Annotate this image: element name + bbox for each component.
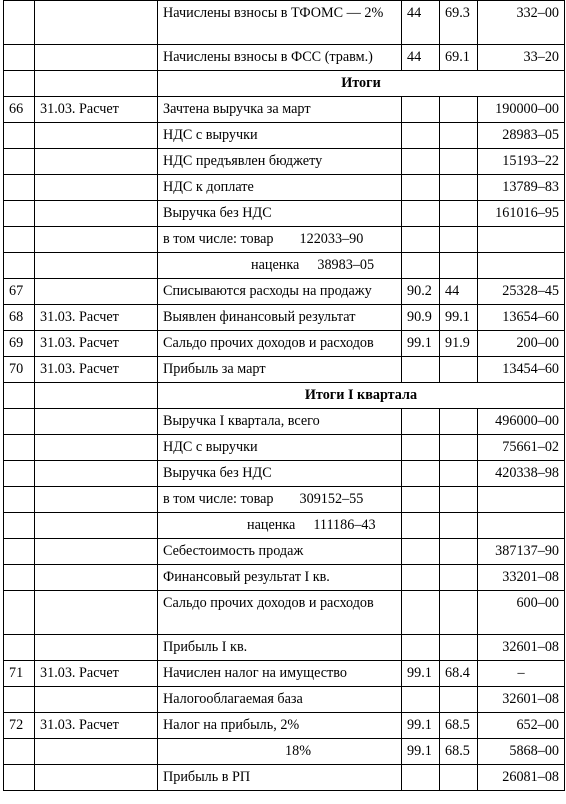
entry-date bbox=[35, 253, 158, 279]
entry-date bbox=[35, 739, 158, 765]
entry-date bbox=[35, 279, 158, 305]
debit-account: 90.9 bbox=[402, 305, 440, 331]
debit-account: 99.1 bbox=[402, 661, 440, 687]
entry-date bbox=[35, 201, 158, 227]
credit-account bbox=[440, 435, 478, 461]
entry-date: 31.03. Расчет bbox=[35, 713, 158, 739]
entry-number bbox=[4, 687, 35, 713]
table-row bbox=[4, 1, 565, 45]
entry-date: 31.03. Расчет bbox=[35, 661, 158, 687]
table-row bbox=[4, 713, 565, 739]
entry-description: НДС предъявлен бюджету bbox=[158, 149, 402, 175]
entry-description: Налогооблагаемая база bbox=[158, 687, 402, 713]
entry-number bbox=[4, 765, 35, 791]
entry-date: 31.03. Расчет bbox=[35, 305, 158, 331]
breakdown-label: в том числе: товар bbox=[163, 491, 274, 507]
breakdown-label: наценка bbox=[251, 257, 300, 273]
credit-account bbox=[440, 409, 478, 435]
entry-number bbox=[4, 45, 35, 71]
table-row bbox=[4, 461, 565, 487]
entry-date bbox=[35, 175, 158, 201]
entry-number bbox=[4, 513, 35, 539]
table-row bbox=[4, 565, 565, 591]
entry-date bbox=[35, 565, 158, 591]
table-row bbox=[4, 539, 565, 565]
entry-number: 68 bbox=[4, 305, 35, 331]
debit-account bbox=[402, 765, 440, 791]
entry-date bbox=[35, 591, 158, 635]
credit-account: 68.4 bbox=[440, 661, 478, 687]
table-row bbox=[4, 253, 565, 279]
amount: 15193–22 bbox=[478, 149, 565, 175]
table-row bbox=[4, 305, 565, 331]
breakdown-value: 111186–43 bbox=[313, 517, 376, 533]
amount: 387137–90 bbox=[478, 539, 565, 565]
table-row bbox=[4, 331, 565, 357]
entry-date bbox=[35, 461, 158, 487]
entry-date bbox=[35, 765, 158, 791]
table-row bbox=[4, 45, 565, 71]
table-row bbox=[4, 227, 565, 253]
debit-account bbox=[402, 97, 440, 123]
entry-number bbox=[4, 487, 35, 513]
amount: 33–20 bbox=[478, 45, 565, 71]
credit-account: 91.9 bbox=[440, 331, 478, 357]
table-row bbox=[4, 661, 565, 687]
credit-account bbox=[440, 513, 478, 539]
table-row bbox=[4, 765, 565, 791]
amount: 33201–08 bbox=[478, 565, 565, 591]
entry-description: Списываются расходы на продажу bbox=[158, 279, 402, 305]
debit-account: 99.1 bbox=[402, 713, 440, 739]
debit-account bbox=[402, 175, 440, 201]
credit-account bbox=[440, 565, 478, 591]
section-title: Итоги bbox=[158, 71, 565, 97]
debit-account bbox=[402, 409, 440, 435]
entry-number bbox=[4, 591, 35, 635]
entry-number bbox=[4, 175, 35, 201]
entry-description bbox=[158, 513, 402, 539]
table-row bbox=[4, 591, 565, 635]
entry-date bbox=[35, 435, 158, 461]
debit-account bbox=[402, 487, 440, 513]
entry-description: Выручка без НДС bbox=[158, 461, 402, 487]
table-row bbox=[4, 201, 565, 227]
credit-account bbox=[440, 461, 478, 487]
table-row bbox=[4, 487, 565, 513]
entry-date bbox=[35, 383, 158, 409]
debit-account bbox=[402, 435, 440, 461]
credit-account: 68.5 bbox=[440, 739, 478, 765]
entry-date: 31.03. Расчет bbox=[35, 331, 158, 357]
amount: 13454–60 bbox=[478, 357, 565, 383]
credit-account bbox=[440, 687, 478, 713]
credit-account bbox=[440, 175, 478, 201]
entry-description: Сальдо прочих доходов и расходов bbox=[158, 331, 402, 357]
amount: 32601–08 bbox=[478, 635, 565, 661]
entry-description bbox=[158, 739, 402, 765]
credit-account bbox=[440, 357, 478, 383]
amount: 652–00 bbox=[478, 713, 565, 739]
debit-account bbox=[402, 513, 440, 539]
debit-account bbox=[402, 461, 440, 487]
entry-number bbox=[4, 435, 35, 461]
credit-account: 68.5 bbox=[440, 713, 478, 739]
amount bbox=[478, 253, 565, 279]
section-header-row bbox=[4, 383, 565, 409]
entry-date: 31.03. Расчет bbox=[35, 357, 158, 383]
debit-account bbox=[402, 687, 440, 713]
entry-number bbox=[4, 739, 35, 765]
debit-account bbox=[402, 123, 440, 149]
debit-account: 99.1 bbox=[402, 739, 440, 765]
entry-number bbox=[4, 565, 35, 591]
amount: 420338–98 bbox=[478, 461, 565, 487]
debit-account bbox=[402, 227, 440, 253]
breakdown-value: 38983–05 bbox=[317, 257, 375, 273]
table-row bbox=[4, 409, 565, 435]
debit-account: 44 bbox=[402, 45, 440, 71]
entry-date bbox=[35, 1, 158, 45]
debit-account: 99.1 bbox=[402, 331, 440, 357]
credit-account bbox=[440, 149, 478, 175]
debit-account bbox=[402, 635, 440, 661]
table-row bbox=[4, 175, 565, 201]
table-row bbox=[4, 149, 565, 175]
entry-date bbox=[35, 45, 158, 71]
entry-number: 71 bbox=[4, 661, 35, 687]
amount: 26081–08 bbox=[478, 765, 565, 791]
entry-description: НДС к доплате bbox=[158, 175, 402, 201]
table-row bbox=[4, 513, 565, 539]
entry-number bbox=[4, 539, 35, 565]
entry-description: НДС с выручки bbox=[158, 123, 402, 149]
entry-description: Начислены взносы в ФСС (травм.) bbox=[158, 45, 402, 71]
entry-number: 69 bbox=[4, 331, 35, 357]
entry-number bbox=[4, 123, 35, 149]
amount: 496000–00 bbox=[478, 409, 565, 435]
entry-number bbox=[4, 253, 35, 279]
entry-description: Зачтена выручка за март bbox=[158, 97, 402, 123]
entry-description: Прибыль в РП bbox=[158, 765, 402, 791]
entry-description: Прибыль I кв. bbox=[158, 635, 402, 661]
debit-account bbox=[402, 149, 440, 175]
entry-description bbox=[158, 253, 402, 279]
amount: 161016–95 bbox=[478, 201, 565, 227]
amount: – bbox=[478, 661, 565, 687]
credit-account bbox=[440, 765, 478, 791]
entry-description bbox=[158, 227, 402, 253]
table-row bbox=[4, 635, 565, 661]
debit-account: 90.2 bbox=[402, 279, 440, 305]
breakdown-label: наценка bbox=[247, 517, 296, 533]
entry-number bbox=[4, 383, 35, 409]
credit-account bbox=[440, 591, 478, 635]
entry-description: Начислены взносы в ТФОМС — 2% bbox=[158, 1, 402, 45]
amount: 190000–00 bbox=[478, 97, 565, 123]
table-row bbox=[4, 97, 565, 123]
entry-description: Выявлен финансовый результат bbox=[158, 305, 402, 331]
debit-account: 44 bbox=[402, 1, 440, 45]
credit-account bbox=[440, 487, 478, 513]
entry-number: 70 bbox=[4, 357, 35, 383]
entry-number bbox=[4, 461, 35, 487]
entry-description: Прибыль за март bbox=[158, 357, 402, 383]
amount: 25328–45 bbox=[478, 279, 565, 305]
credit-account: 99.1 bbox=[440, 305, 478, 331]
credit-account bbox=[440, 97, 478, 123]
credit-account bbox=[440, 227, 478, 253]
entry-date bbox=[35, 409, 158, 435]
entry-date bbox=[35, 71, 158, 97]
breakdown-value: 309152–55 bbox=[299, 491, 364, 507]
entry-number: 67 bbox=[4, 279, 35, 305]
debit-account bbox=[402, 565, 440, 591]
entry-date bbox=[35, 123, 158, 149]
amount: 5868–00 bbox=[478, 739, 565, 765]
amount: 75661–02 bbox=[478, 435, 565, 461]
amount: 32601–08 bbox=[478, 687, 565, 713]
entry-date bbox=[35, 487, 158, 513]
entry-description: Начислен налог на имущество bbox=[158, 661, 402, 687]
entry-description: Сальдо прочих доходов и расходов bbox=[158, 591, 402, 635]
amount: 332–00 bbox=[478, 1, 565, 45]
entry-date: 31.03. Расчет bbox=[35, 97, 158, 123]
amount: 13654–60 bbox=[478, 305, 565, 331]
amount: 600–00 bbox=[478, 591, 565, 635]
entry-date bbox=[35, 227, 158, 253]
amount: 13789–83 bbox=[478, 175, 565, 201]
breakdown-value: 122033–90 bbox=[299, 231, 364, 247]
debit-account bbox=[402, 357, 440, 383]
amount bbox=[478, 487, 565, 513]
entry-number bbox=[4, 149, 35, 175]
entry-number: 66 bbox=[4, 97, 35, 123]
amount bbox=[478, 227, 565, 253]
table-row bbox=[4, 123, 565, 149]
credit-account: 69.1 bbox=[440, 45, 478, 71]
entry-number: 72 bbox=[4, 713, 35, 739]
entry-description: Финансовый результат I кв. bbox=[158, 565, 402, 591]
entry-date bbox=[35, 635, 158, 661]
section-title: Итоги I квартала bbox=[158, 383, 565, 409]
credit-account: 44 bbox=[440, 279, 478, 305]
table-row bbox=[4, 357, 565, 383]
entry-description bbox=[158, 487, 402, 513]
amount: 200–00 bbox=[478, 331, 565, 357]
entry-number bbox=[4, 71, 35, 97]
debit-account bbox=[402, 539, 440, 565]
debit-account bbox=[402, 591, 440, 635]
table-row bbox=[4, 435, 565, 461]
entry-description: Выручка без НДС bbox=[158, 201, 402, 227]
entry-number bbox=[4, 409, 35, 435]
entry-description: НДС с выручки bbox=[158, 435, 402, 461]
entry-description: Налог на прибыль, 2% bbox=[158, 713, 402, 739]
entry-date bbox=[35, 539, 158, 565]
entry-date bbox=[35, 513, 158, 539]
entry-date bbox=[35, 149, 158, 175]
entry-number bbox=[4, 227, 35, 253]
entry-date bbox=[35, 687, 158, 713]
credit-account bbox=[440, 539, 478, 565]
table-row bbox=[4, 687, 565, 713]
credit-account bbox=[440, 635, 478, 661]
ledger-table bbox=[3, 0, 565, 791]
entry-number bbox=[4, 1, 35, 45]
credit-account: 69.3 bbox=[440, 1, 478, 45]
breakdown-label: в том числе: товар bbox=[163, 231, 274, 247]
entry-number bbox=[4, 635, 35, 661]
tax-rate-label: 18% bbox=[285, 743, 312, 759]
credit-account bbox=[440, 123, 478, 149]
entry-number bbox=[4, 201, 35, 227]
amount bbox=[478, 513, 565, 539]
debit-account bbox=[402, 201, 440, 227]
credit-account bbox=[440, 201, 478, 227]
entry-description: Себестоимость продаж bbox=[158, 539, 402, 565]
entry-description: Выручка I квартала, всего bbox=[158, 409, 402, 435]
amount: 28983–05 bbox=[478, 123, 565, 149]
table-row bbox=[4, 279, 565, 305]
debit-account bbox=[402, 253, 440, 279]
credit-account bbox=[440, 253, 478, 279]
table-row bbox=[4, 739, 565, 765]
section-header-row bbox=[4, 71, 565, 97]
